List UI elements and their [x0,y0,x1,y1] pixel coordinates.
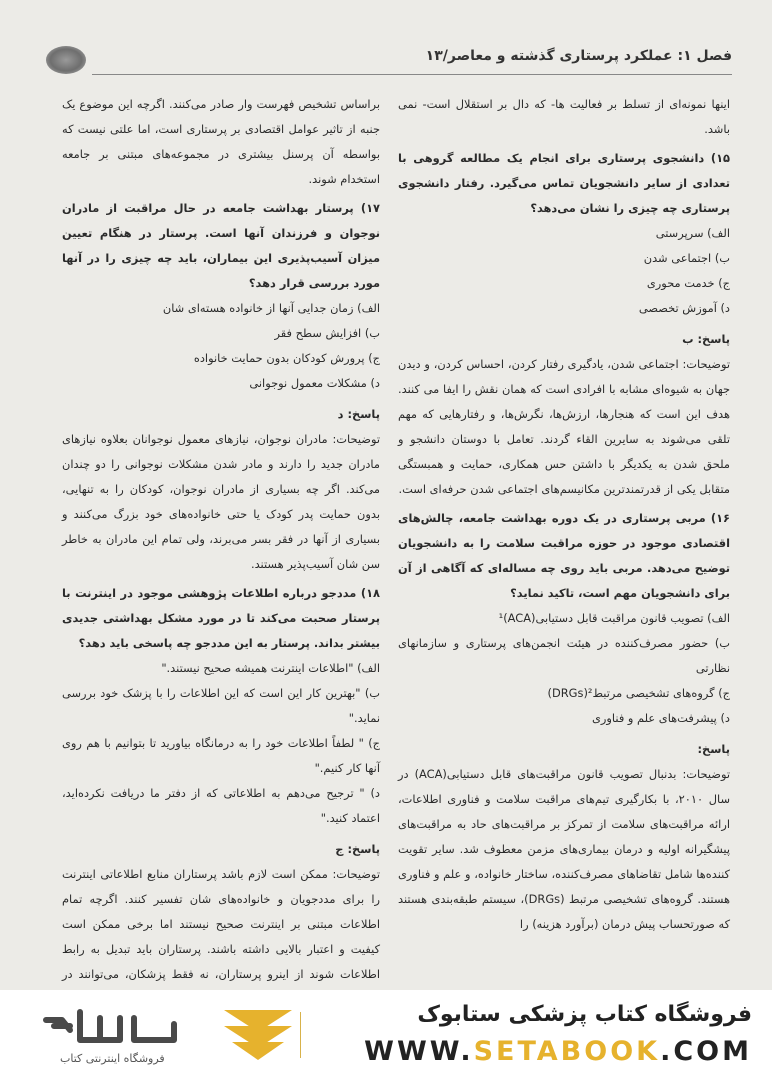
paragraph: توضیحات: مادران نوجوان، نیازهای معمول نوجوانان بعلاوه نیازهای مادران جدید را دارند و مادر شدن مشکلات نوجوانی را دو چندان می‌کند. اگر چه بسیاری از مادران نوجوان، کودکان را به تنهایی، بدون حمایت پدر کودک یا حتی خانواده‌های خود بزرگ می‌کنند و بسیاری از آنها در فقر بسر می‌برند، ولی تمام این مادران به خاطر سن شان آسیب‌پذیر هستند. [62,432,380,571]
answer-option: الف) "اطلاعات اینترنت همیشه صحیح نیستند." [161,661,380,675]
paragraph: براساس تشخیص فهرست وار صادر می‌کنند. اگرچه این موضوع یک جنبه از تاثیر عوامل اقتصادی بر پرستاری است، اما علتی نیست که بواسطه آن پرسنل بیشتری در مجموعه‌های مبتنی بر جامعه استخدام شوند. [62,97,380,186]
logo-subtext: فروشگاه اینترنتی کتاب [60,1052,165,1065]
store-name: فروشگاه کتاب پزشکی ستابوک [417,1002,752,1027]
paragraph: اینها نمونه‌ای از تسلط بر فعالیت ها- که دال بر استقلال است- نمی باشد. [398,97,730,136]
answer-option: ب) اجتماعی شدن [643,251,730,265]
store-url[interactable] [364,1036,752,1067]
answer-option: ب) حضور مصرف‌کننده در هیئت انجمن‌های پرستاری و سازمانهای نظارتی [398,636,730,675]
answer-option: ج) پرورش کودکان بدون حمایت خانواده [193,351,380,365]
url-prefix: WWW. [364,1036,474,1067]
answer-option: الف) تصویب قانون مراقبت قابل دستیابی(ACA)¹ [498,611,730,625]
paragraph: توضیحات: ممکن است لازم باشد پرستاران منابع اطلاعاتی اینترنت را برای مددجویان و خانواده‌های شان تفسیر کنند. اگرچه تمام اطلاعات مبتنی بر اینترنت صحیح نیستند اما برخی ممکن است کیفیت و اعتبار بالایی داشته باشند. پرستاران باید تبدیل به رابط اطلاعات شوند از اینرو پرستاران، نه فقط پزشکان، می‌توانند در [62,867,380,981]
setabook-logo [36,1002,304,1068]
right-column [398,92,730,937]
answer-option: الف) زمان جدایی آنها از خانواده هسته‌ای شان [162,301,380,315]
chapter-title: فصل ۱: عملکرد پرستاری گذشته و معاصر/۱۳ [425,48,732,64]
answer-option: ج) " لطفاً اطلاعات خود را به درمانگاه بیاورید تا بتوانیم با هم روی آنها کار کنیم." [62,736,380,775]
question: ۱۶) مربی پرستاری در یک دوره بهداشت جامعه، چالش‌های اقتصادی موجود در حوزه مراقبت سلامت را به دانشجویان توضیح می‌دهد. مربی باید روی چه مساله‌ای که آگاهی از آن برای دانشجویان مهم است، تاکید نماید؟ [398,511,730,600]
answer-label: پاسخ: ب [682,332,730,346]
url-suffix: .COM [660,1036,752,1067]
answer-option: ج) گروه‌های تشخیصی مرتبط²(DRGs) [547,686,730,700]
store-banner [0,990,772,1080]
answer-option: د) مشکلات معمول نوجوانی [249,376,380,390]
url-brand: SETABOOK [473,1036,661,1067]
chapter-emblem-icon [46,46,86,74]
question: ۱۵) دانشجوی پرستاری برای انجام یک مطالعه گروهی با تعدادی از سایر دانشجویان تماس می‌گیرد. رفتار دانشجوی پرستاری چه چیزی را نشان می‌دهد؟ [398,151,730,215]
answer-label: پاسخ: د [337,407,380,421]
answer-option: د) پیشرفت‌های علم و فناوری [592,711,730,725]
header-divider [92,74,732,75]
paragraph: توضیحات: اجتماعی شدن، یادگیری رفتار کردن، احساس کردن، و دیدن جهان به شیوه‌ای مشابه با افرادی است که همان نقش را ایفا می کنند. هدف این است که هنجارها، ارزش‌ها، نگرش‌ها، و رفتارهایی که مهم تلقی می‌شوند به سایرین القاء گردند. تعامل با دوستان دانشجو و ملحق شدن به یکدیگر با داشتن حس همکاری، حمایت و همبستگی متقابل یکی از قدرتمندترین مکانیسم‌های اجتماعی شدن حرفه‌ای است. [398,357,730,496]
answer-option: د) آموزش تخصصی [638,301,730,315]
answer-label: پاسخ: [697,742,730,756]
answer-option: الف) سرپرستی [655,226,730,240]
question: ۱۷) پرستار بهداشت جامعه در حال مراقبت از مادران نوجوان و فرزندان آنها است. پرستار در هنگام تعیین میزان آسیب‌پذیری این بیماران، باید چه چیزی را در آنها مورد بررسی قرار دهد؟ [62,201,380,290]
paragraph: توضیحات: بدنبال تصویب قانون مراقبت‌های قابل دستیابی(ACA) در سال ۲۰۱۰، با بکارگیری تیم‌های مراقبت سلامت و فناوری اطلاعات، ارائه مراقبت‌های سلامت از تمرکز بر مراقبت‌های حاد به مراقبت‌های پیشگیرانه اولیه و درمان بیماری‌های مزمن معطوف شد. سایر تقویت کننده‌ها شامل تقاضاهای مصرف‌کننده، ساختار خانواده، و علم و فناوری هستند. گروه‌های تشخیصی مرتبط (DRGs)، سیستم طبقه‌بندی هستند که صورتحساب پیش درمان (برآورد هزینه) را [398,767,730,931]
answer-option: ب) "بهترین کار این است که این اطلاعات را با پزشک خود بررسی نماید." [62,686,380,725]
footer-divider [300,1012,301,1058]
left-column [62,92,380,1037]
answer-option: ب) افزایش سطح فقر [274,326,380,340]
answer-option: ج) خدمت محوری [646,276,730,290]
answer-label: پاسخ: ج [335,842,380,856]
page-header [40,42,732,82]
question: ۱۸) مددجو درباره اطلاعات پژوهشی موجود در اینترنت با پرستار صحبت می‌کند تا در مورد مشکل بهداشتی جدیدی بیشتر بداند. پرستار به این مددجو چه پاسخی باید دهد؟ [62,586,380,650]
answer-option: د) " ترجیح می‌دهم به اطلاعاتی که از دفتر ما دریافت نکرده‌اید، اعتماد کنید." [62,786,380,825]
